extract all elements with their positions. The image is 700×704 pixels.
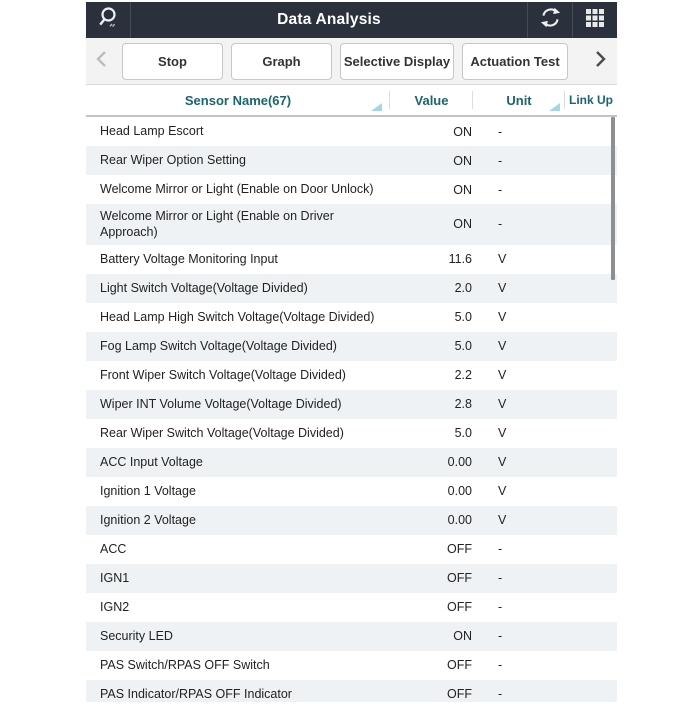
sensor-name-cell: Ignition 1 Voltage (100, 483, 196, 498)
sensor-name-cell: Head Lamp Escort (100, 124, 204, 139)
scrollbar-thumb[interactable] (611, 117, 615, 280)
sensor-name-cell: Rear Wiper Option Setting (100, 153, 246, 168)
sensor-value-cell: 2.0 (454, 281, 472, 295)
table-row[interactable] (86, 117, 617, 146)
sensor-value-cell: 5.0 (454, 339, 472, 353)
sensor-name-cell: Welcome Mirror or Light (Enable on Door Unlock) (100, 182, 374, 197)
refresh-button[interactable] (528, 2, 572, 38)
sensor-value-cell: ON (453, 153, 472, 168)
table-row[interactable] (86, 680, 617, 703)
sort-icon (549, 103, 560, 111)
table-row[interactable] (86, 175, 617, 204)
column-header-link-up[interactable] (565, 85, 617, 115)
table-row[interactable] (86, 274, 617, 303)
sensor-value-cell: OFF (447, 658, 472, 672)
chevron-left-icon (96, 50, 107, 73)
sensor-name-cell: IGN1 (100, 570, 130, 585)
sensor-table-body (86, 117, 617, 702)
sensor-name-cell: ACC Input Voltage (100, 454, 203, 469)
sensor-unit-cell: V (498, 426, 507, 440)
table-row[interactable] (86, 622, 617, 651)
sensor-name-cell: Ignition 2 Voltage (100, 512, 196, 527)
sensor-unit-cell: - (498, 658, 503, 672)
sensor-name-cell: Battery Voltage Monitoring Input (100, 251, 278, 266)
sensor-name-cell: Head Lamp High Switch Voltage(Voltage Divided) (100, 309, 375, 324)
sensor-unit-cell: - (498, 124, 503, 139)
sensor-name-cell: PAS Switch/RPAS OFF Switch (100, 657, 270, 672)
table-row[interactable] (86, 332, 617, 361)
sensor-value-cell: 2.8 (454, 397, 472, 411)
sensor-name-cell: Front Wiper Switch Voltage(Voltage Divided) (100, 367, 346, 382)
sensor-name-cell: ACC (100, 541, 127, 556)
sort-icon (371, 103, 382, 111)
table-row[interactable] (86, 245, 617, 274)
table-row[interactable] (86, 419, 617, 448)
sensor-value-cell: 0.00 (447, 513, 472, 527)
sensor-name-cell: IGN2 (100, 599, 130, 614)
sensor-value-cell: 2.2 (454, 368, 472, 382)
sensor-value-cell: 0.00 (447, 484, 472, 498)
column-header-label: Link Up (569, 92, 613, 107)
column-header-label: Value (414, 92, 449, 108)
sensor-value-cell: 5.0 (454, 310, 472, 324)
toolbar-next-button[interactable] (591, 43, 609, 79)
column-header-sensor-name[interactable] (86, 85, 390, 115)
refresh-icon (538, 5, 563, 35)
sensor-name-cell: Rear Wiper Switch Voltage(Voltage Divided) (100, 425, 344, 440)
sensor-unit-cell: V (498, 310, 507, 324)
sensor-value-cell: 0.00 (447, 455, 472, 469)
sensor-value-cell: OFF (447, 600, 472, 614)
table-row[interactable] (86, 448, 617, 477)
table-row[interactable] (86, 477, 617, 506)
graph-button[interactable]: Graph (231, 43, 332, 80)
table-row[interactable] (86, 204, 617, 245)
sensor-value-cell: OFF (447, 542, 472, 556)
sensor-name-cell: Light Switch Voltage(Voltage Divided) (100, 280, 308, 295)
actuation-test-button[interactable]: Actuation Test (462, 43, 568, 80)
sensor-unit-cell: - (498, 687, 503, 701)
sensor-unit-cell: - (498, 571, 503, 585)
column-header-label: Unit (506, 92, 532, 108)
table-row[interactable] (86, 535, 617, 564)
sensor-unit-cell: V (498, 339, 507, 353)
sensor-unit-cell: V (498, 397, 507, 411)
selective-display-button[interactable]: Selective Display (340, 43, 454, 80)
sensor-name-cell: Fog Lamp Switch Voltage(Voltage Divided) (100, 338, 337, 353)
sensor-value-cell: OFF (447, 687, 472, 701)
top-bar (86, 2, 617, 38)
sensor-unit-cell: - (498, 217, 503, 232)
table-row[interactable] (86, 506, 617, 535)
sensor-unit-cell: - (498, 542, 503, 556)
sensor-unit-cell: V (498, 281, 507, 295)
table-header (86, 85, 617, 117)
function-toolbar (86, 38, 617, 85)
stop-button[interactable]: Stop (122, 43, 223, 80)
sensor-unit-cell: V (498, 252, 507, 266)
diagnostic-app-window (86, 2, 617, 704)
column-header-value[interactable] (390, 85, 473, 115)
sensor-unit-cell: V (498, 513, 507, 527)
table-row[interactable] (86, 593, 617, 622)
sensor-value-cell: 5.0 (454, 426, 472, 440)
sensor-unit-cell: - (498, 629, 503, 643)
sensor-name-cell: Welcome Mirror or Light (Enable on Driver Approach) (100, 209, 334, 240)
search-button[interactable] (86, 2, 130, 38)
sensor-unit-cell: V (498, 368, 507, 382)
grid-menu-button[interactable] (573, 2, 617, 38)
table-row[interactable] (86, 361, 617, 390)
sensor-unit-cell: V (498, 484, 507, 498)
sensor-unit-cell: - (498, 182, 503, 197)
page-title: Data Analysis (277, 11, 381, 28)
table-row[interactable] (86, 390, 617, 419)
table-row[interactable] (86, 303, 617, 332)
chevron-right-icon (595, 50, 606, 73)
sensor-unit-cell: - (498, 153, 503, 168)
sensor-value-cell: ON (453, 124, 472, 139)
sensor-unit-cell: V (498, 455, 507, 469)
table-row[interactable] (86, 651, 617, 680)
search-icon (95, 5, 121, 36)
column-header-unit[interactable] (473, 85, 565, 115)
toolbar-prev-button[interactable] (92, 43, 110, 79)
sensor-name-cell: Security LED (100, 628, 173, 643)
sensor-value-cell: OFF (447, 571, 472, 585)
sensor-value-cell: ON (453, 182, 472, 197)
sensor-value-cell: 11.6 (448, 252, 472, 266)
sensor-unit-cell: - (498, 600, 503, 614)
grid-icon (584, 7, 606, 34)
sensor-value-cell: ON (453, 217, 472, 232)
sensor-name-cell: PAS Indicator/RPAS OFF Indicator (100, 686, 292, 701)
column-header-label: Sensor Name(67) (184, 92, 292, 108)
table-row[interactable] (86, 564, 617, 593)
sensor-value-cell: ON (453, 629, 472, 643)
table-row[interactable] (86, 146, 617, 175)
sensor-name-cell: Wiper INT Volume Voltage(Voltage Divided) (100, 396, 342, 411)
